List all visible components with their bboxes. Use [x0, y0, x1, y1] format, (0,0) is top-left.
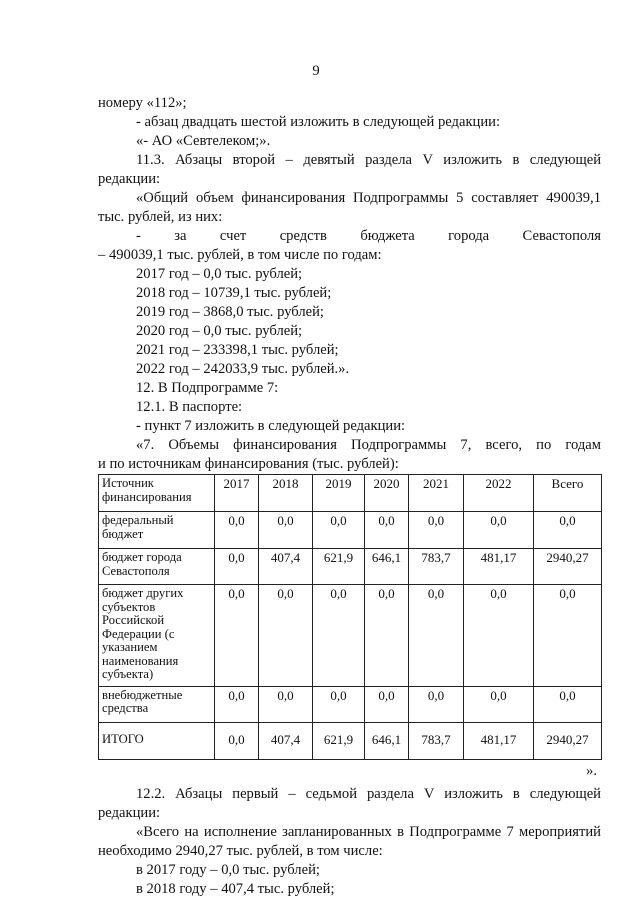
- table-cell: 0,0: [464, 585, 534, 687]
- text-line: «Общий объем финансирования Подпрограммы 5 составляет 490039,1: [136, 190, 601, 206]
- table-cell: 621,9: [313, 722, 365, 759]
- text-line: необходимо 2940,27 тыс. рублей, в том числе:: [98, 842, 383, 859]
- table-cell: 2940,27: [534, 722, 602, 759]
- table-cell: 783,7: [409, 722, 464, 759]
- table-cell: 407,4: [259, 722, 313, 759]
- text-line: «7. Объемы финансирования Подпрограммы 7, всего, по годам: [136, 437, 601, 453]
- text-line: 2021 год – 233398,1 тыс. рублей;: [136, 342, 339, 358]
- table-row: [99, 686, 602, 722]
- table-cell: 0,0: [409, 512, 464, 549]
- text-line: 12. В Подпрограмме 7:: [136, 380, 279, 396]
- table-header-cell: 2017: [215, 475, 259, 512]
- table-row: [99, 512, 602, 549]
- table-header-cell: 2022: [464, 475, 534, 512]
- table-header-row: [99, 475, 602, 512]
- table-cell: бюджет города Севастополя: [99, 549, 215, 585]
- page-number: 9: [312, 63, 320, 79]
- text-line: 12.2. Абзацы первый – седьмой раздела V изложить в следующей: [136, 785, 601, 802]
- text-line: 2022 год – 242033,9 тыс. рублей.».: [136, 361, 350, 377]
- table-cell: 407,4: [259, 549, 313, 585]
- table-cell: 0,0: [365, 686, 409, 722]
- table-cell: 0,0: [215, 512, 259, 549]
- table-cell: ИТОГО: [99, 722, 215, 759]
- table-cell: 0,0: [215, 722, 259, 759]
- text-line: 2017 год – 0,0 тыс. рублей;: [136, 266, 303, 282]
- text-line: редакции:: [98, 171, 161, 187]
- table-cell: 0,0: [215, 686, 259, 722]
- table-cell: 0,0: [534, 512, 602, 549]
- table-cell: 0,0: [259, 512, 313, 549]
- table-row: [99, 549, 602, 585]
- table-cell: 621,9: [313, 549, 365, 585]
- table-cell: 0,0: [534, 686, 602, 722]
- table-cell: 2940,27: [534, 549, 602, 585]
- text-line: 12.1. В паспорте:: [136, 399, 243, 415]
- text-line: 2020 год – 0,0 тыс. рублей;: [136, 323, 303, 339]
- text-line: 2018 год – 10739,1 тыс. рублей;: [136, 285, 332, 301]
- text-line: тыс. рублей, из них:: [98, 209, 223, 225]
- table-cell: 0,0: [409, 585, 464, 687]
- text-line: - пункт 7 изложить в следующей редакции:: [136, 418, 406, 434]
- text-line: редакции:: [98, 804, 161, 821]
- table-cell: 0,0: [215, 549, 259, 585]
- table-header-cell: Всего: [534, 475, 602, 512]
- text-line: «Всего на исполнение запланированных в Подпрограмме 7 мероприятий: [136, 823, 601, 840]
- table-cell: 0,0: [313, 512, 365, 549]
- table-header-cell: 2019: [313, 475, 365, 512]
- text-line: «- АО «Севтелеком;».: [136, 133, 271, 149]
- table-cell: 0,0: [464, 686, 534, 722]
- table-cell: 0,0: [464, 512, 534, 549]
- table-cell: 481,17: [464, 722, 534, 759]
- table-header-cell: Источник финансирования: [99, 475, 215, 512]
- table-cell: 0,0: [313, 686, 365, 722]
- table-cell: внебюджетные средства: [99, 686, 215, 722]
- table-cell: 0,0: [534, 585, 602, 687]
- table-cell: 646,1: [365, 722, 409, 759]
- table-cell: федеральный бюджет: [99, 512, 215, 549]
- text-line: – 490039,1 тыс. рублей, в том числе по годам:: [98, 247, 382, 263]
- table-cell: 0,0: [259, 585, 313, 687]
- table-header-cell: 2018: [259, 475, 313, 512]
- table-cell: 0,0: [259, 686, 313, 722]
- text-line: и по источникам финансирования (тыс. рублей):: [98, 456, 399, 472]
- table-cell: 0,0: [409, 686, 464, 722]
- table-cell: 481,17: [464, 549, 534, 585]
- closing-quote: ».: [586, 762, 597, 779]
- table-cell: 0,0: [215, 585, 259, 687]
- text-line: - за счет средств бюджета города Севастополя: [136, 228, 601, 244]
- table-header-cell: 2021: [409, 475, 464, 512]
- table-cell: 0,0: [365, 512, 409, 549]
- financing-table: [98, 474, 602, 760]
- text-line: номеру «112»;: [98, 95, 187, 111]
- text-line: в 2017 году – 0,0 тыс. рублей;: [136, 861, 320, 878]
- document-body: [98, 94, 601, 899]
- text-line: - абзац двадцать шестой изложить в следующей редакции:: [136, 114, 501, 130]
- table-header-cell: 2020: [365, 475, 409, 512]
- table-row: [99, 585, 602, 687]
- table-row-total: [99, 722, 602, 759]
- table-cell: 0,0: [365, 585, 409, 687]
- text-line: в 2018 году – 407,4 тыс. рублей;: [136, 880, 335, 897]
- text-line: 2019 год – 3868,0 тыс. рублей;: [136, 304, 324, 320]
- text-line: 11.3. Абзацы второй – девятый раздела V изложить в следующей: [136, 152, 601, 168]
- table-cell: 646,1: [365, 549, 409, 585]
- table-cell: бюджет других субъектов Российской Федерации (с указанием наименования субъекта): [99, 585, 215, 687]
- table-cell: 0,0: [313, 585, 365, 687]
- table-cell: 783,7: [409, 549, 464, 585]
